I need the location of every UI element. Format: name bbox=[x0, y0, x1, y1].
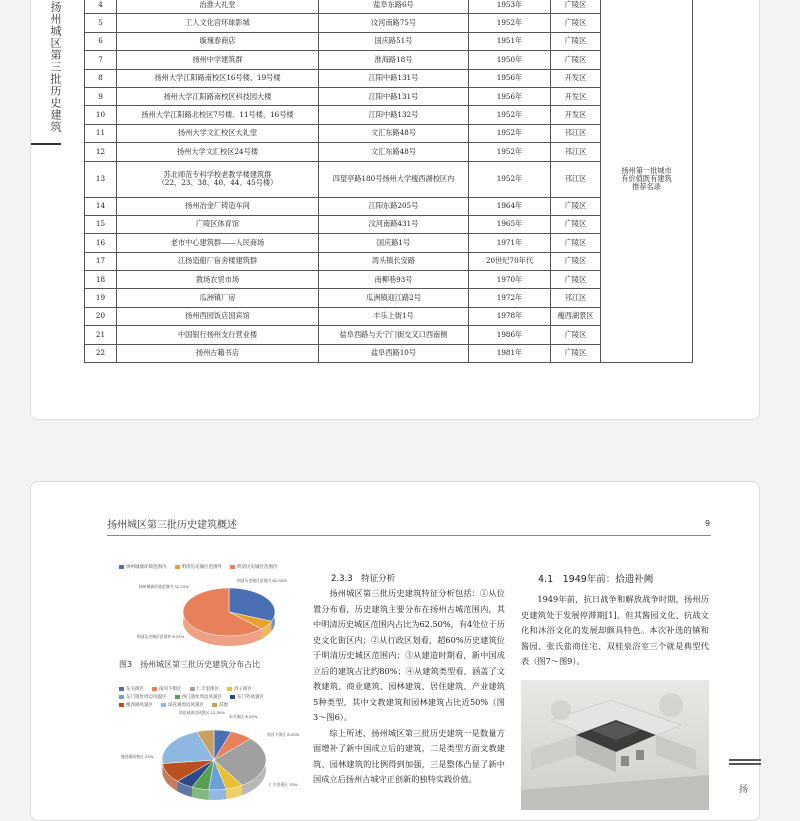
table-cell: 13 bbox=[85, 161, 117, 197]
table-cell: 文汇东路48号 bbox=[319, 143, 469, 161]
legend-label: 东门遗址周边风貌区 bbox=[126, 695, 167, 700]
decorative-lines bbox=[729, 759, 761, 767]
table-cell: 中国银行扬州支行营业楼 bbox=[117, 326, 319, 344]
table-cell: 邗江区 bbox=[551, 124, 601, 142]
table-cell: 开发区 bbox=[551, 106, 601, 124]
table-cell: 1952年 bbox=[469, 14, 551, 32]
table-cell: 广陵区 bbox=[551, 51, 601, 69]
table-cell: 1953年 bbox=[469, 0, 551, 14]
chart-location bbox=[119, 564, 287, 670]
table-cell: 淮海路18号 bbox=[319, 51, 469, 69]
table-cell: 1978年 bbox=[469, 307, 551, 325]
table-cell: 江阳中路131号 bbox=[319, 69, 469, 87]
pie-data-label: 瘦西湖风貌区 25% bbox=[121, 754, 154, 759]
section-233-p2: 综上所述，扬州城区第三批历史建筑一是数量方面增补了新中国成立后的建筑，二是类型方面文教建筑、园林建筑的比例得到加强，三是整体凸显了新中国成立后扬州古城守正创新的独特实践价值。 bbox=[313, 727, 505, 784]
table-cell: 老市中心建筑群——人民商场 bbox=[117, 234, 319, 252]
table-cell: 21 bbox=[85, 326, 117, 344]
table-cell: 17 bbox=[85, 252, 117, 270]
legend-swatch bbox=[119, 687, 124, 691]
legend-item bbox=[152, 686, 182, 692]
legend-swatch bbox=[190, 687, 195, 691]
section-41-p1: 1949年前，抗日战争和解放战争时期，扬州历史建筑处于发展停滞期[1]，但其酱园文化、抗战文化和沐浴文化的发展却颇具特色。本次补选的镇和酱园、张氏盐商住宅、双桂泉浴室三个就是典型代表（图7～图9）。 bbox=[521, 594, 709, 666]
table-cell: 广陵区 bbox=[551, 0, 601, 14]
legend-item bbox=[190, 686, 220, 692]
table-cell: 扬州古籍书店 bbox=[117, 344, 319, 362]
legend-swatch bbox=[227, 687, 232, 691]
table-cell: 15 bbox=[85, 215, 117, 233]
section-41-title: 4.1 1949年前：拾遗补阙 bbox=[538, 574, 654, 585]
table-cell: 12 bbox=[85, 143, 117, 161]
table-cell: 广陵区 bbox=[551, 32, 601, 50]
table-cell: 汶河南路431号 bbox=[319, 215, 469, 233]
table-cell: 1956年 bbox=[469, 69, 551, 87]
merged-note-cell: 扬州第一批城市 有价值既有建筑 推荐名录 bbox=[601, 0, 693, 363]
table-cell: 扬州大学江阳路北校区7号楼、11号楼、16号楼 bbox=[117, 106, 319, 124]
section-41-body bbox=[521, 592, 709, 670]
table-cell: 4 bbox=[85, 0, 117, 14]
table-cell: 9 bbox=[85, 87, 117, 105]
legend-swatch bbox=[119, 565, 124, 569]
chart2-svg bbox=[119, 708, 299, 808]
legend-swatch bbox=[119, 703, 124, 707]
table-cell: 瘦西湖景区 bbox=[551, 307, 601, 325]
table-cell: 11 bbox=[85, 124, 117, 142]
table-cell: 文汇东路48号 bbox=[319, 124, 469, 142]
table-cell: 10 bbox=[85, 106, 117, 124]
legend-item bbox=[175, 694, 223, 700]
building-model-photo bbox=[521, 680, 709, 810]
side-title: 扬州城区第三批历史建筑 bbox=[49, 1, 62, 133]
table-cell: 邗江区 bbox=[551, 143, 601, 161]
pie-data-label: 仁丰里街区 33% bbox=[269, 782, 298, 787]
legend-label: 仁丰里街区 bbox=[196, 687, 219, 692]
pie-data-label: 东关街区 6.25% bbox=[229, 714, 258, 719]
table-cell: 汶河南路75号 bbox=[319, 14, 469, 32]
table-cell: 1965年 bbox=[469, 215, 551, 233]
pie-data-label: 琼花观周边风貌区 12.50% bbox=[179, 710, 226, 715]
legend-item bbox=[119, 694, 167, 700]
table-cell: 广陵区 bbox=[551, 252, 601, 270]
table-cell: 1986年 bbox=[469, 326, 551, 344]
section-233-title: 2.3.3 特征分析 bbox=[331, 574, 396, 584]
table-cell: 1952年 bbox=[469, 143, 551, 161]
page-number: 9 bbox=[705, 519, 711, 528]
table-cell: 8 bbox=[85, 69, 117, 87]
legend-label: 明清历史城区范围外 bbox=[181, 565, 222, 570]
table-cell: 1971年 bbox=[469, 234, 551, 252]
pie-data-label: 明清历史城区范围内 62.50% bbox=[237, 578, 287, 583]
table-cell: 1956年 bbox=[469, 87, 551, 105]
legend-item bbox=[119, 686, 144, 692]
table-cell: 1952年 bbox=[469, 161, 551, 197]
table-cell: 广陵区 bbox=[551, 234, 601, 252]
chart-district bbox=[119, 686, 300, 812]
table-cell: 广陵区 bbox=[551, 326, 601, 344]
pie-data-label: 南河下街区 8.25% bbox=[267, 732, 300, 737]
table-cell: 1951年 bbox=[469, 32, 551, 50]
table-cell: 四望亭路180号扬州大学瘦西湖校区内 bbox=[319, 161, 469, 197]
table-cell: 22 bbox=[85, 344, 117, 362]
table-cell: 广陵区 bbox=[551, 197, 601, 215]
header-rule bbox=[107, 535, 711, 536]
table-cell: 广陵区 bbox=[551, 344, 601, 362]
page-header: 扬州城区第三批历史建筑概述 bbox=[107, 520, 237, 531]
table-cell: 7 bbox=[85, 51, 117, 69]
table-cell: 教场农贸市场 bbox=[117, 271, 319, 289]
legend-swatch bbox=[230, 695, 235, 699]
legend-swatch bbox=[212, 703, 217, 707]
table-cell: 18 bbox=[85, 271, 117, 289]
table-cell: 盐阜西路与天宁门街交叉口西南侧 bbox=[319, 326, 469, 344]
table-cell: 1964年 bbox=[469, 197, 551, 215]
table-cell: 扬州中学建筑群 bbox=[117, 51, 319, 69]
pie-slice-side bbox=[209, 789, 226, 800]
table-cell: 1972年 bbox=[469, 289, 551, 307]
table-row bbox=[85, 0, 693, 14]
table-cell: 14 bbox=[85, 197, 117, 215]
legend-item bbox=[227, 686, 252, 692]
table-cell: 瓜洲镇迎江路2号 bbox=[319, 289, 469, 307]
table-cell: 邗江区 bbox=[551, 161, 601, 197]
table-cell: 广陵区 bbox=[551, 215, 601, 233]
table-cell: 1981年 bbox=[469, 344, 551, 362]
table-cell: 5 bbox=[85, 14, 117, 32]
legend-label: 明清历史城区范围内 bbox=[237, 565, 278, 570]
table-cell: 江扬造船厂宿舍楼建筑群 bbox=[117, 252, 319, 270]
section-233-p1: 扬州城区第三批历史建筑特征分析包括：①从位置分布看，历史建筑主要分布在扬州古城范围内，其中明清历史城区范围内占比为62.50%，有4处位于历史文化街区内；②从行政区划看，超60%历史建筑位于明清历史城区范围内；③从建造时期看，新中国成立后的建筑占比约80%；④从建筑类型看，涵盖了文教建筑、商业建筑、园林建筑、居住建筑、产业建筑5种类型，其中文教建筑和园林建筑占比近50%（图3～图6）。 bbox=[313, 588, 505, 722]
chart2-legend bbox=[119, 686, 279, 708]
table-cell: 国庆路1号 bbox=[319, 234, 469, 252]
legend-label: 东关街区 bbox=[126, 687, 144, 692]
side-rule bbox=[31, 143, 61, 145]
table-cell: 广陵区 bbox=[551, 271, 601, 289]
table-cell: 19 bbox=[85, 289, 117, 307]
table-cell: 扬州大学文汇校区大礼堂 bbox=[117, 124, 319, 142]
legend-swatch bbox=[175, 565, 180, 569]
table-cell: 邗江区 bbox=[551, 289, 601, 307]
legend-label: 琼花观周边风貌区 bbox=[168, 703, 204, 708]
chart1-caption: 图3 扬州城区第三批历史建筑分布占比 bbox=[119, 660, 261, 669]
legend-swatch bbox=[161, 703, 166, 707]
buildings-table bbox=[84, 0, 693, 363]
legend-swatch bbox=[119, 695, 124, 699]
table-cell: 瓜洲镇厂房 bbox=[117, 289, 319, 307]
legend-label: 扬州城墙环境范围内 bbox=[126, 565, 167, 570]
legend-label: 湾子街区 bbox=[234, 687, 252, 692]
table-cell: 广陵区 bbox=[551, 14, 601, 32]
table-cell: 丰乐上街1号 bbox=[319, 307, 469, 325]
legend-label: 南河下街区 bbox=[159, 687, 182, 692]
table-cell: 扬州大学江阳路南校区科技园大楼 bbox=[117, 87, 319, 105]
table-cell: 16 bbox=[85, 234, 117, 252]
legend-swatch bbox=[152, 687, 157, 691]
legend-swatch bbox=[230, 565, 235, 569]
table-cell: 20 bbox=[85, 307, 117, 325]
pie-data-label: 扬州城墙环境范围内 31.25% bbox=[139, 584, 189, 589]
table-cell: 开发区 bbox=[551, 87, 601, 105]
table-cell: 开发区 bbox=[551, 69, 601, 87]
table-cell: 江阳东路205号 bbox=[319, 197, 469, 215]
legend-label: 东门外风貌区 bbox=[237, 695, 264, 700]
table-cell: 扬州冶金厂铸造车间 bbox=[117, 197, 319, 215]
table-cell: 璇瑰春商店 bbox=[117, 32, 319, 50]
legend-swatch bbox=[175, 695, 180, 699]
table-cell: 治淮大礼堂 bbox=[117, 0, 319, 14]
table-cell: 江阳中路131号 bbox=[319, 87, 469, 105]
corner-mark: 扬 bbox=[739, 785, 749, 795]
chart1-svg bbox=[119, 570, 287, 655]
building-model-illustration bbox=[521, 680, 709, 810]
table-cell: 扬州西园饭店国宾馆 bbox=[117, 307, 319, 325]
section-233-body bbox=[313, 586, 505, 788]
table-cell: 1950年 bbox=[469, 51, 551, 69]
page-top bbox=[30, 0, 760, 420]
table-cell: 1952年 bbox=[469, 106, 551, 124]
table-cell: 扬州大学文汇校区24号楼 bbox=[117, 143, 319, 161]
page-bottom bbox=[30, 481, 760, 821]
table-cell: 20世纪70年代 bbox=[469, 252, 551, 270]
table-cell: 扬州大学江阳路南校区16号楼、19号楼 bbox=[117, 69, 319, 87]
table-cell: 盐阜西路10号 bbox=[319, 344, 469, 362]
table-cell: 广陵区体育馆 bbox=[117, 215, 319, 233]
table-cell: 6 bbox=[85, 32, 117, 50]
table-cell: 湾头镇长安路 bbox=[319, 252, 469, 270]
table-cell: 国庆路51号 bbox=[319, 32, 469, 50]
pie-data-label: 明清历史城区范围外 6.25% bbox=[137, 634, 185, 639]
table-cell: 1970年 bbox=[469, 271, 551, 289]
table-cell: 江阳中路132号 bbox=[319, 106, 469, 124]
legend-item bbox=[230, 694, 264, 700]
legend-label: 瘦西湖风貌区 bbox=[126, 703, 153, 708]
table-cell: 1952年 bbox=[469, 124, 551, 142]
table-cell: 盐阜东路6号 bbox=[319, 0, 469, 14]
legend-label: 其他 bbox=[219, 703, 228, 708]
table-cell: 南柳巷93号 bbox=[319, 271, 469, 289]
legend-label: 西门遗址周边风貌区 bbox=[181, 695, 222, 700]
table-cell: 工人文化宫环球影城 bbox=[117, 14, 319, 32]
table-cell: 苏北师范专科学校老教学楼建筑群 （22、23、38、40、44、45号楼） bbox=[117, 161, 319, 197]
